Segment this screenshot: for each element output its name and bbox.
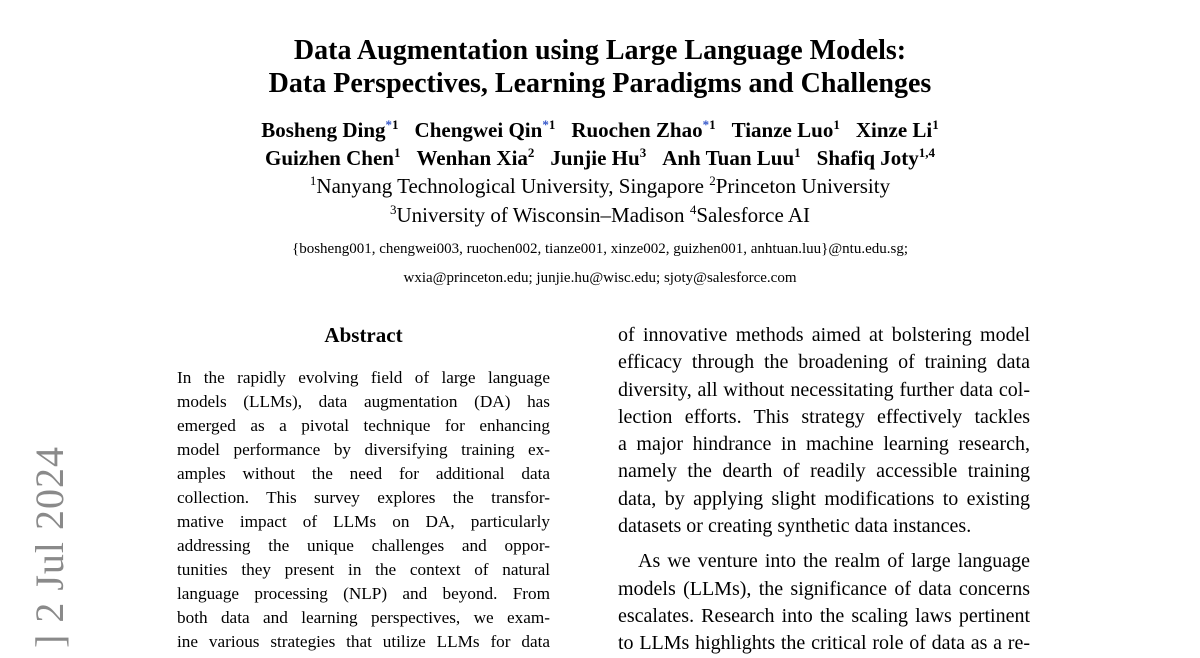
affiliation-line-1 — [150, 172, 1050, 201]
author-affiliation-mark — [542, 117, 555, 132]
author-name-text: Junjie Hu — [550, 146, 640, 170]
affil-sup: 2 — [709, 173, 716, 188]
text-line: language processing (NLP) and beyond. From — [177, 584, 550, 603]
text-line: amples without the need for additional data — [177, 464, 550, 483]
paragraph-gap — [618, 540, 1030, 548]
text-line: efficacy through the broadening of training data — [618, 351, 1030, 374]
affiliation-salesforce: Salesforce AI — [696, 203, 811, 227]
author-name — [261, 118, 398, 142]
intro-paragraph-1 — [618, 322, 1030, 540]
affiliation-number: 1 — [833, 117, 840, 132]
intro-paragraph-2 — [618, 548, 1030, 657]
author-affiliation-mark — [528, 145, 535, 160]
introduction-text — [618, 322, 1030, 658]
equal-contribution-mark: * — [542, 117, 549, 132]
text-line: model performance by diversifying training ex- — [177, 440, 550, 459]
text-line: both data and learning perspectives, we exam- — [177, 608, 550, 627]
author-name-text: Chengwei Qin — [414, 118, 543, 142]
text-line: data, by applying slight modifications to existing — [618, 487, 1030, 510]
author-affiliation-mark — [794, 145, 801, 160]
text-line: of innovative methods aimed at bolstering model — [618, 324, 1030, 346]
affil-sup: 1 — [309, 173, 317, 188]
author-name-text: Ruochen Zhao — [571, 118, 703, 142]
arxiv-stamp: ] 2 Jul 2024 — [27, 446, 72, 648]
author-list — [150, 116, 1050, 172]
affiliation-number: 1 — [392, 117, 399, 132]
text-line: ine various strategies that utilize LLMs for data — [177, 632, 550, 651]
author-affiliation-mark — [833, 117, 840, 132]
text-line: escalates. Research into the scaling laws pertinent — [618, 604, 1030, 627]
author-name — [416, 146, 534, 170]
affiliation-line-2 — [150, 201, 1050, 230]
author-name — [550, 146, 646, 170]
text-line: namely the dearth of readily accessible training — [618, 460, 1030, 483]
author-emails — [150, 235, 1050, 293]
author-name-text: Tianze Luo — [731, 118, 834, 142]
author-name — [732, 118, 840, 142]
author-affiliation-mark — [703, 117, 716, 132]
author-name — [265, 146, 400, 170]
affil-sup: 4 — [689, 202, 697, 217]
text-line: emerged as a pivotal technique for enhancing — [177, 416, 550, 435]
email-line-2: wxia@princeton.edu; junjie.hu@wisc.edu; sjoty@salesforce.com — [403, 270, 797, 286]
author-name-text: Xinze Li — [855, 118, 933, 142]
affiliation-number: 1 — [932, 117, 939, 132]
text-line: diversity, all without necessitating further data col- — [618, 378, 1030, 401]
text-line: collection. This survey explores the transfor- — [177, 488, 550, 507]
paper-title — [200, 34, 1000, 100]
author-name — [662, 146, 800, 170]
text-line: models (LLMs), the significance of data concerns — [618, 577, 1030, 600]
text-line: tunities they present in the context of natural — [177, 560, 550, 579]
author-affiliation-mark — [394, 145, 401, 160]
affiliation-number: 2 — [527, 145, 535, 160]
text-line: In the rapidly evolving field of large language — [177, 368, 550, 387]
email-line-1: {bosheng001, chengwei003, ruochen002, tianze001, xinze002, guizhen001, anhtuan.luu}@ntu.edu.sg; — [292, 241, 908, 257]
affiliation-wisconsin: University of Wisconsin–Madison — [396, 203, 690, 227]
title-line-1: Data Augmentation using Large Language Models: — [293, 35, 907, 66]
author-name — [817, 146, 935, 170]
text-line: models (LLMs), data augmentation (DA) has — [177, 392, 550, 411]
text-line: lection efforts. This strategy effectively tackles — [618, 405, 1030, 428]
author-name-text: Bosheng Ding — [261, 118, 386, 142]
affiliation-number: 3 — [639, 145, 647, 160]
author-name-text: Anh Tuan Luu — [662, 146, 795, 170]
author-name-text: Guizhen Chen — [265, 146, 394, 170]
author-affiliation-mark — [919, 145, 935, 160]
author-name-text: Wenhan Xia — [416, 146, 528, 170]
author-affiliation-mark — [640, 145, 647, 160]
text-line: to LLMs highlights the critical role of data as a re- — [618, 632, 1030, 655]
equal-contribution-mark: * — [702, 117, 710, 132]
affiliation-number: 1 — [794, 145, 801, 160]
author-name-text: Shafiq Joty — [816, 146, 919, 170]
affiliation-princeton: Princeton University — [715, 174, 891, 198]
author-row-1 — [150, 116, 1050, 144]
text-line: a major hindrance in machine learning research, — [618, 433, 1030, 456]
affiliations — [150, 172, 1050, 230]
affiliation-number: 1 — [393, 145, 401, 160]
affiliation-number: 1,4 — [918, 145, 935, 160]
text-line: datasets or creating synthetic data instances. — [618, 515, 972, 538]
affil-sup: 3 — [389, 202, 397, 217]
text-line: As we venture into the realm of large language — [638, 550, 1030, 573]
author-name — [571, 118, 715, 142]
author-name — [856, 118, 939, 142]
title-line-2: Data Perspectives, Learning Paradigms and Challenges — [268, 68, 932, 99]
text-line: mative impact of LLMs on DA, particularly — [177, 512, 550, 531]
author-affiliation-mark — [386, 117, 399, 132]
author-name — [415, 118, 556, 142]
affiliation-ntu: Nanyang Technological University, Singapore — [316, 174, 710, 198]
affiliation-number: 1 — [548, 117, 556, 132]
author-row-2 — [150, 144, 1050, 172]
text-line: addressing the unique challenges and oppor- — [177, 536, 550, 555]
author-affiliation-mark — [932, 117, 939, 132]
abstract-body — [177, 366, 550, 654]
affiliation-number: 1 — [709, 117, 716, 132]
equal-contribution-mark: * — [385, 117, 393, 132]
abstract-heading: Abstract — [324, 323, 403, 347]
